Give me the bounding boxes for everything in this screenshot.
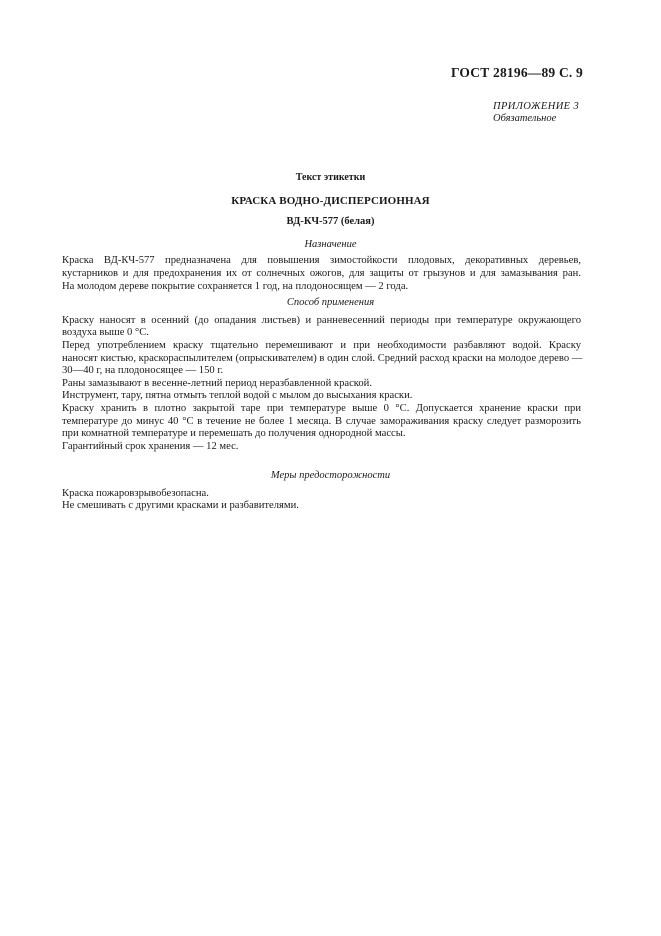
text-line: при комнатной температуре и перемешать до получения однородной массы. — [62, 428, 406, 440]
text-line: Краску хранить в плотно закрытой таре при температуре выше 0 °С. Допускается хранение краски при — [62, 402, 581, 414]
label-caption: Текст этикетки — [295, 172, 366, 183]
appendix-label: ПРИЛОЖЕНИЕ 3 — [493, 101, 580, 112]
text-line: Гарантийный срок хранения — 12 мес. — [62, 440, 239, 452]
product-subtitle: ВД-КЧ-577 (белая) — [286, 216, 375, 228]
text-line: Инструмент, тару, пятна отмыть теплой водой с мылом до высыхания краски. — [62, 390, 413, 402]
section-heading-usage: Способ применения — [286, 297, 375, 309]
standard-code: ГОСТ 28196—89 С. 9 — [450, 65, 583, 80]
text-line: наносят кистью, краскораспылителем (опрыскивателем) в один слой. Средний расход краски на молодое дерево — — [62, 352, 583, 364]
text-line: Краску наносят в осенний (до опадания листьев) и ранневесенний периоды при температуре окружающего — [62, 314, 581, 326]
section-purpose — [62, 255, 581, 293]
section-precautions — [62, 488, 581, 513]
text-line: воздуха выше 0 °С. — [62, 327, 149, 339]
text-line: На молодом дереве покрытие сохраняется 1 год, на плодоносящем — 2 года. — [62, 280, 409, 292]
text-line: Раны замазывают в весенне-летний период неразбавленной краской. — [62, 377, 372, 389]
appendix-status: Обязательное — [493, 113, 557, 124]
text-line: кустарников и для предохранения их от солнечных ожогов, для защиты от грызунов и для замазывания ран. — [62, 267, 581, 279]
section-usage — [62, 315, 581, 454]
product-title: КРАСКА ВОДНО-ДИСПЕРСИОННАЯ — [231, 194, 430, 207]
document-body — [62, 172, 581, 513]
text-line: Краска ВД-КЧ-577 предназначена для повышения зимостойкости плодовых, декоративных деревьев, — [62, 255, 581, 267]
appendix-block — [493, 101, 583, 125]
text-line: 30—40 г, на плодоносящее — 150 г. — [62, 365, 224, 377]
text-line: Не смешивать с другими красками и разбавителями. — [62, 500, 299, 512]
text-line: Перед употреблением краску тщательно перемешивают и при необходимости разбавляют водой. Краску — [62, 339, 581, 351]
section-heading-precautions: Меры предосторожности — [270, 470, 391, 482]
text-line: Краска пожаровзрывобезопасна. — [62, 487, 209, 499]
text-line: температуре до минус 40 °С в течение не более 1 месяца. В случае замораживания краску следует разморозить — [62, 415, 581, 427]
section-heading-purpose: Назначение — [304, 238, 357, 250]
